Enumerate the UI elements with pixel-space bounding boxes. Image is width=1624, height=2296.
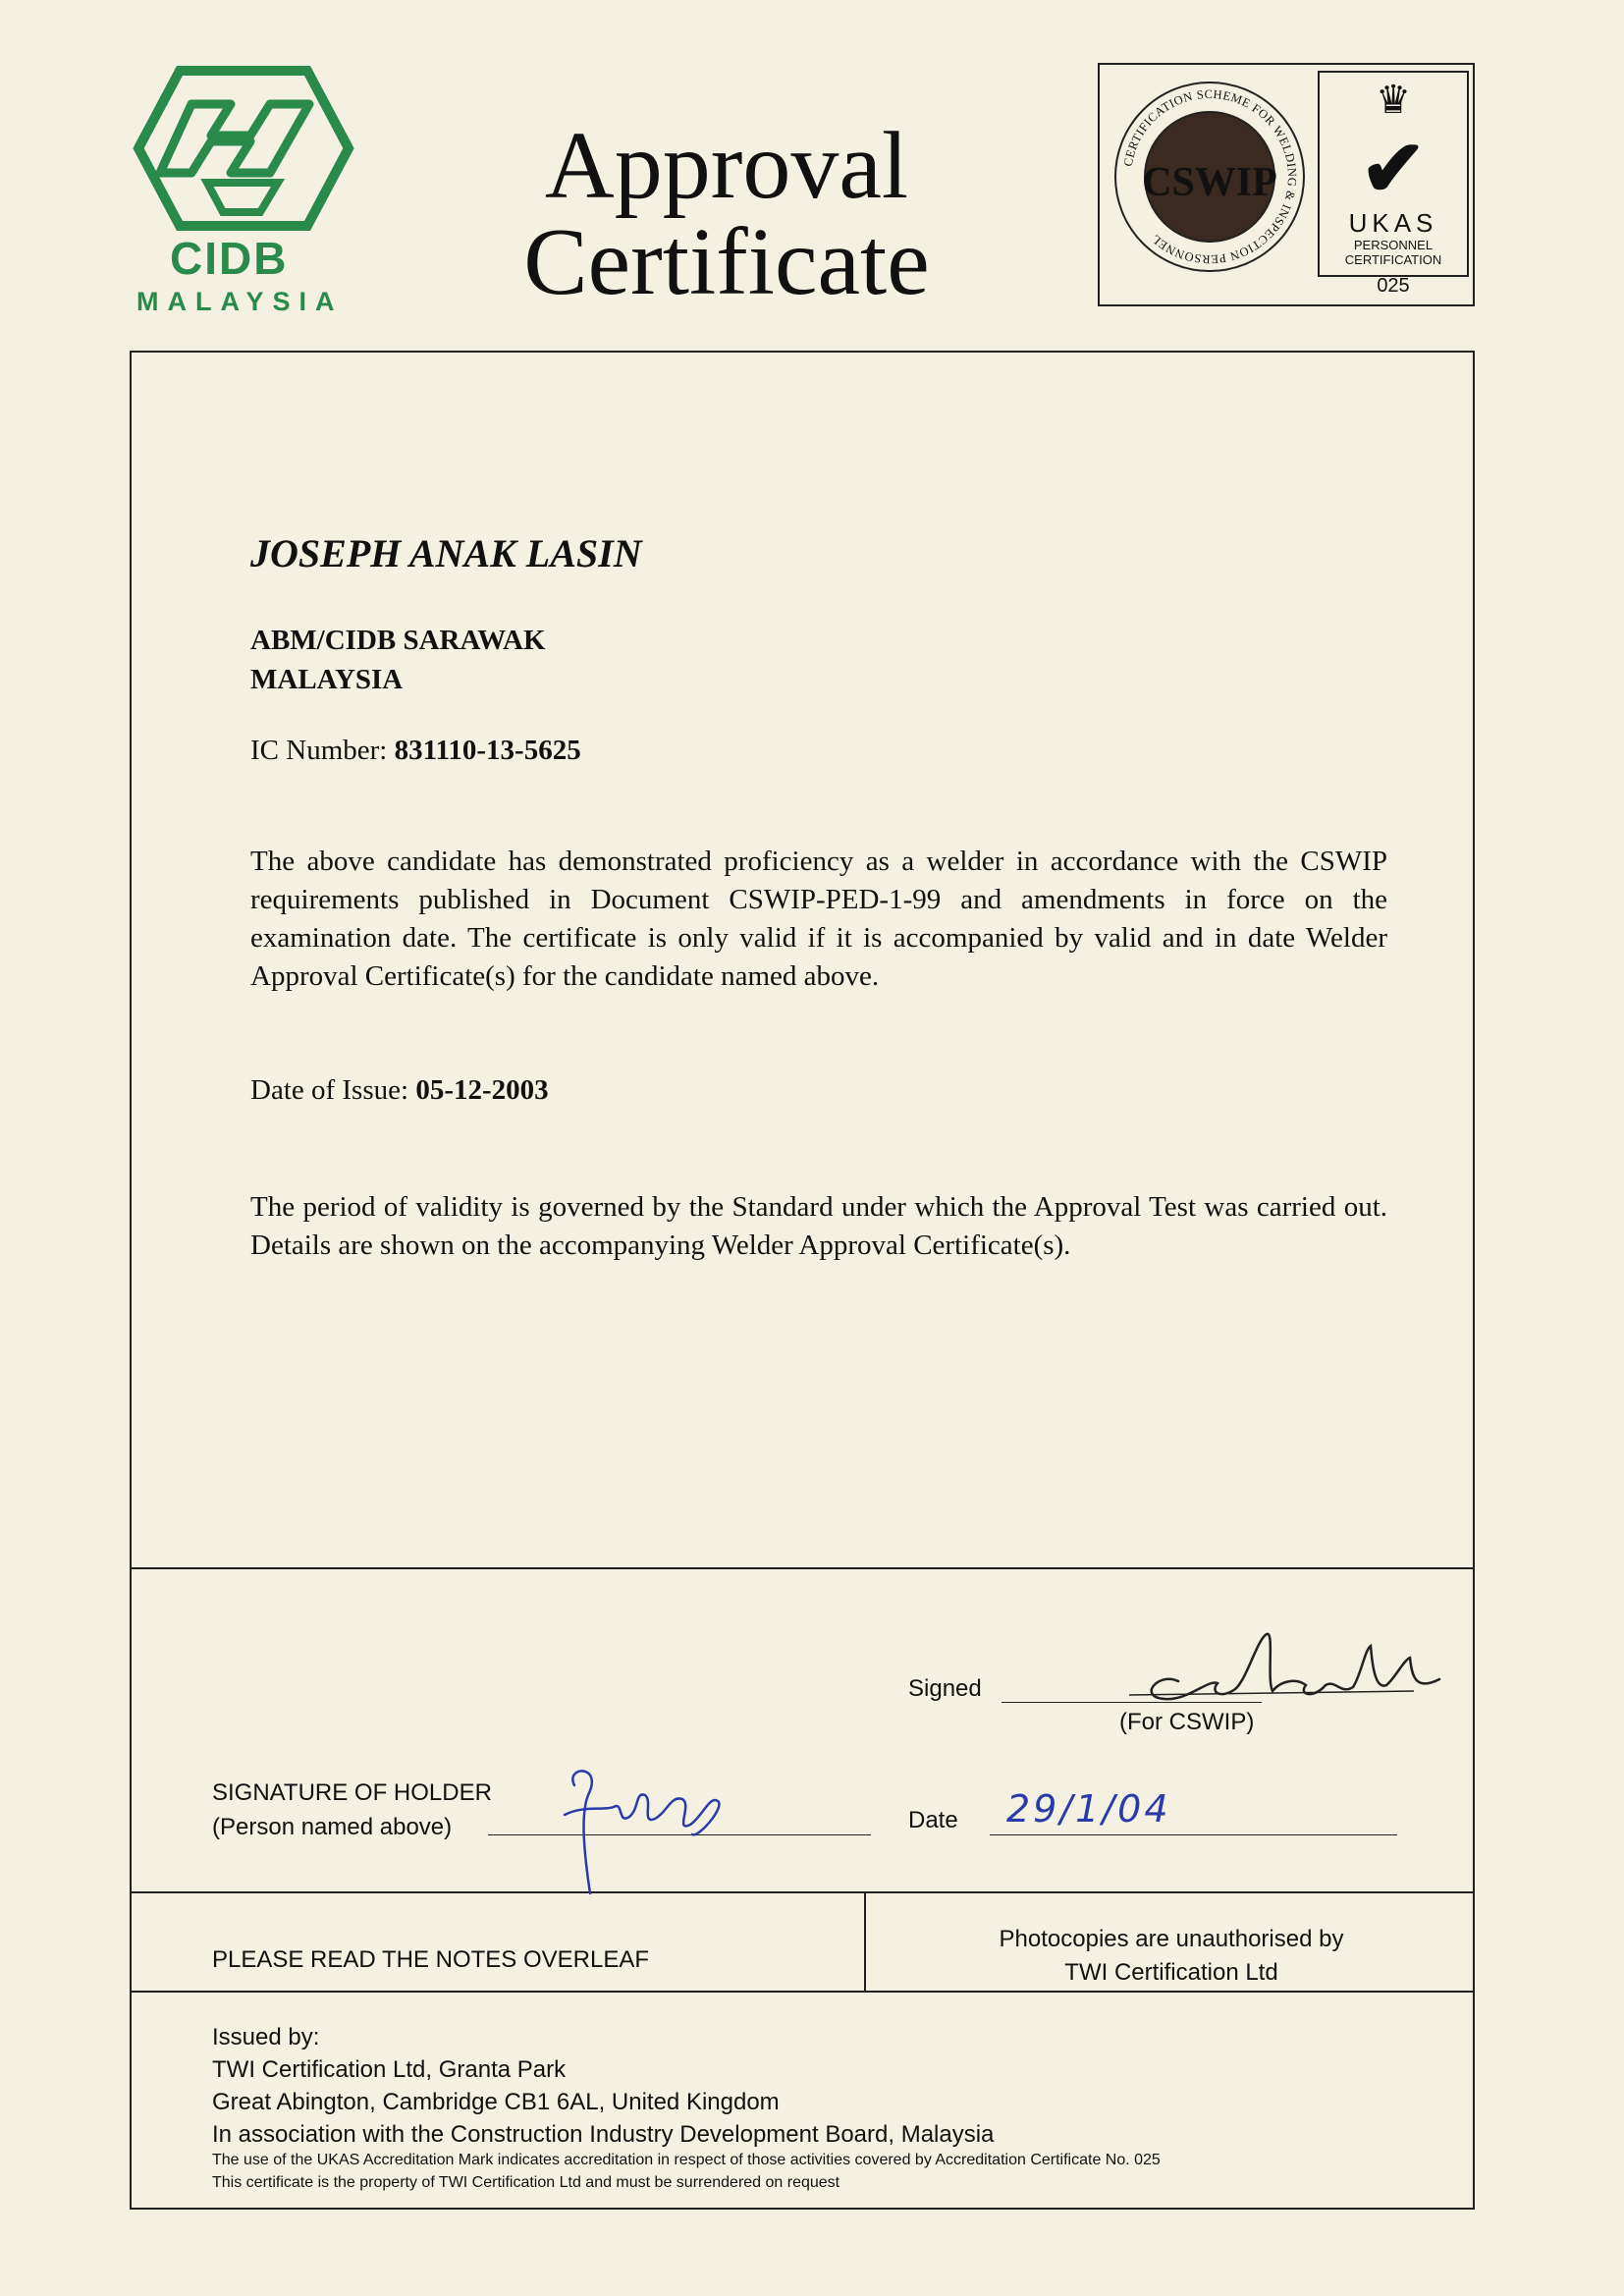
proficiency-statement: The above candidate has demonstrated proficiency as a welder in accordance with the CSWIP requirements published in Document CSWIP-PED-1-99 and amendments in force on the examination date. The certificate is only valid if it is accompanied by valid and in date Welder Approval Certificate(s) for the candidate named above. (250, 846, 1387, 992)
divider-issuer (130, 1991, 1475, 1993)
crown-icon: ♛ (1376, 79, 1411, 122)
photocopies-line-2: TWI Certification Ltd (1064, 1959, 1278, 1986)
ukas-name: UKAS (1348, 208, 1438, 238)
signed-label: Signed (908, 1675, 982, 1702)
page-title (511, 113, 943, 315)
holder-signature (545, 1756, 731, 1903)
date-label: Date (908, 1807, 958, 1833)
fine-print-line-1: The use of the UKAS Accreditation Mark indicates accreditation in respect of those activities covered by Accreditation Certificate No. 025 (212, 2152, 1161, 2168)
holder-signature-label-line-2: (Person named above) (212, 1814, 453, 1840)
issued-by-block (212, 2021, 994, 2151)
divider-signatures (130, 1567, 1475, 1569)
for-cswip-label: (For CSWIP) (1119, 1709, 1255, 1735)
cswip-label: CSWIP (1142, 160, 1277, 205)
title-line-1: Approval (544, 113, 909, 219)
org-line-1: ABM/CIDB SARAWAK (250, 625, 546, 656)
ic-number-row (250, 735, 581, 767)
fine-print (212, 2149, 1161, 2194)
holder-signature-label (212, 1776, 492, 1844)
holder-signature-label-line-1: SIGNATURE OF HOLDER (212, 1779, 492, 1806)
date-of-issue-label: Date of Issue: (250, 1074, 409, 1106)
issuer-line-3: In association with the Construction Industry Development Board, Malaysia (212, 2121, 995, 2148)
photocopies-notice (872, 1923, 1471, 1990)
ukas-mark (1318, 71, 1469, 277)
holder-name: JOSEPH ANAK LASIN (250, 531, 642, 575)
issued-by-label: Issued by: (212, 2024, 320, 2050)
org-line-2: MALAYSIA (250, 664, 404, 695)
issuer-line-2: Great Abington, Cambridge CB1 6AL, United Kingdom (212, 2089, 780, 2115)
date-of-issue-row (250, 1074, 549, 1107)
ic-number-label: IC Number: (250, 735, 388, 766)
issuer-line-1: TWI Certification Ltd, Granta Park (212, 2056, 567, 2083)
cswip-seal-ring-text: CERTIFICATION SCHEME FOR WELDING & INSPECTION PERSONNEL (1120, 86, 1300, 267)
title-line-2: Certificate (523, 209, 930, 315)
signature-date: 29/1/04 (1006, 1787, 1171, 1831)
ukas-sub-line-1: PERSONNEL (1353, 238, 1434, 252)
date-of-issue-value: 05-12-2003 (415, 1074, 549, 1106)
ic-number-value: 831110-13-5625 (394, 735, 581, 766)
cswip-signature (1119, 1620, 1443, 1719)
notes-overleaf: PLEASE READ THE NOTES OVERLEAF (212, 1946, 650, 1973)
ukas-sub-line-2: CERTIFICATION (1344, 252, 1442, 267)
accreditation-number: 025 (1377, 275, 1410, 297)
holder-organisation (250, 621, 546, 699)
cidb-hexagon-icon (131, 65, 356, 232)
accreditation-box (1098, 63, 1475, 306)
cidb-logo (123, 65, 358, 320)
date-line (990, 1834, 1397, 1835)
photocopies-line-1: Photocopies are unauthorised by (999, 1926, 1344, 1952)
ukas-subtitle (1320, 238, 1467, 267)
validity-statement: The period of validity is governed by the Standard under which the Approval Test was carried out. Details are shown on the accompanying Welder Approval Certificate(s). (250, 1191, 1387, 1261)
divider-notes (130, 1891, 1475, 1893)
checkmark-icon: ✔ (1360, 125, 1427, 212)
cswip-seal (1111, 79, 1308, 275)
fine-print-line-2: This certificate is the property of TWI Certification Ltd and must be surrendered on request (212, 2174, 840, 2191)
cidb-logo-name: CIDB (170, 233, 289, 284)
cidb-logo-country: MALAYSIA (136, 287, 344, 316)
divider-notes-vertical (864, 1891, 866, 1991)
